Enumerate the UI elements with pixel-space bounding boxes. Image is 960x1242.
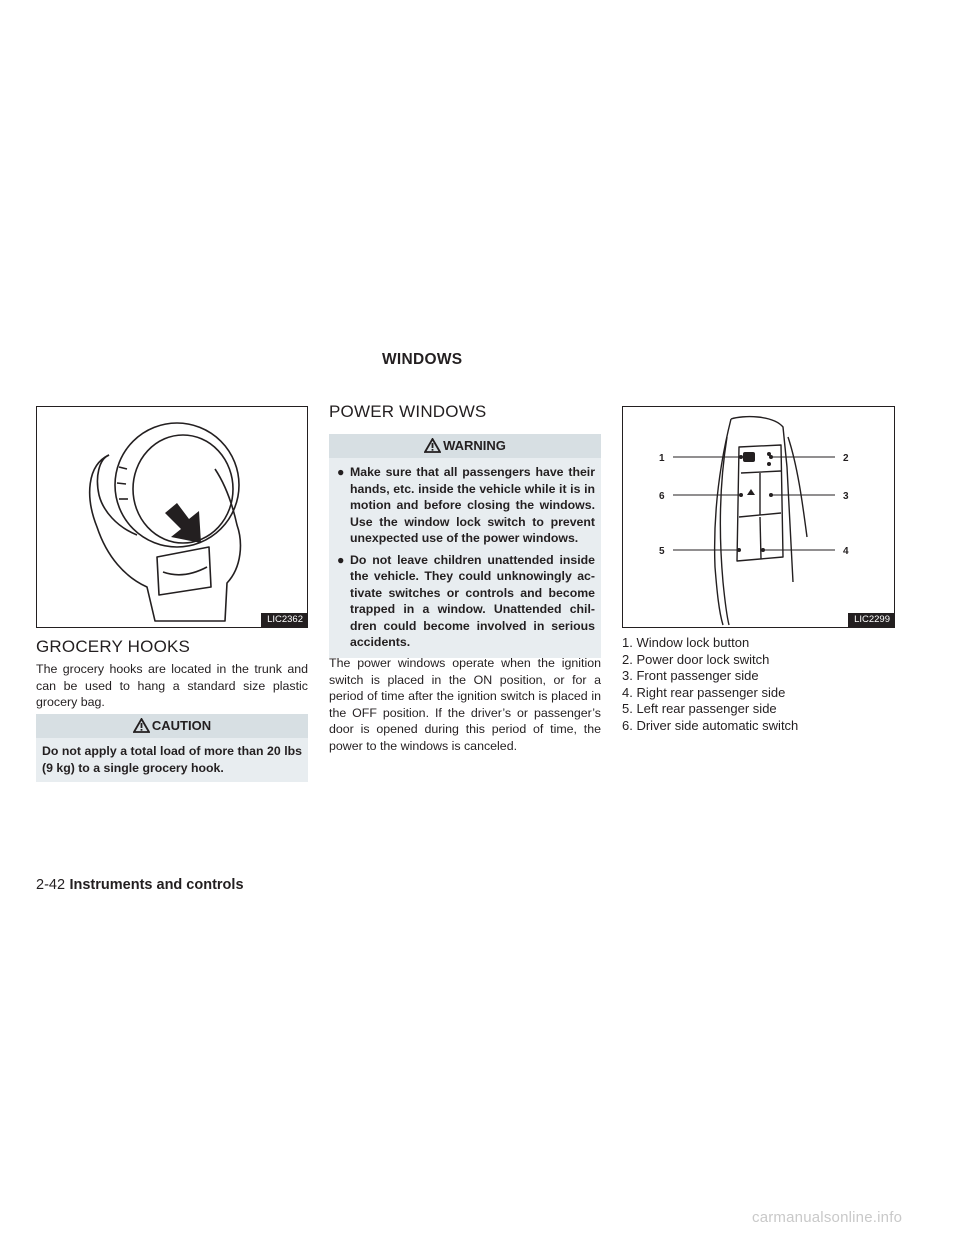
- watermark: carmanualsonline.info: [752, 1209, 903, 1226]
- grocery-hooks-title: GROCERY HOOKS: [36, 637, 191, 656]
- warning-item: ● Make sure that all passengers have their hands, etc. inside the vehicle while it is in motion and before closing the windows. Use the window lock switch to prevent unexpected use of the power windows.: [337, 465, 595, 545]
- page-footer: [36, 876, 244, 894]
- callout-3: 3: [843, 491, 849, 502]
- callout-2: 2: [843, 453, 849, 464]
- warning-header: [329, 434, 601, 458]
- caution-text: Do not apply a total load of more than 20 lbs (9 kg) to a single grocery hook.: [36, 738, 308, 782]
- legend-item: 2. Power door lock switch: [622, 651, 770, 667]
- warning-triangle-icon: [133, 717, 150, 741]
- window-switch-illustration: [623, 407, 894, 627]
- bullet-icon: ●: [337, 465, 345, 479]
- warning-box: [329, 434, 601, 658]
- grocery-hook-figure: [36, 406, 308, 628]
- callout-4: 4: [843, 546, 849, 557]
- callout-5: 5: [659, 546, 665, 557]
- legend-item: 6. Driver side automatic switch: [622, 717, 799, 733]
- window-switch-figure: [622, 406, 895, 628]
- callout-1: 1: [659, 453, 665, 464]
- warning-item: ● Do not leave children unattended inside the vehicle. They could unknowingly ac- tivate switches or controls and become trapped in a window. Unattended chil- dren could become involved in serious accidents.: [337, 552, 595, 649]
- chapter-title: Instruments and controls: [69, 877, 244, 893]
- section-header: WINDOWS: [382, 351, 463, 368]
- figure-code: LIC2362: [261, 613, 307, 627]
- figure-code: LIC2299: [848, 613, 894, 627]
- legend-item: 4. Right rear passenger side: [622, 684, 786, 700]
- grocery-hook-illustration: [37, 407, 307, 627]
- caution-box: [36, 714, 308, 782]
- grocery-hooks-body: The grocery hooks are located in the trunk and can be used to hang a standard size plastic grocery bag.: [36, 662, 308, 709]
- power-windows-title: POWER WINDOWS: [329, 402, 487, 421]
- legend-item: 5. Left rear passenger side: [622, 701, 777, 717]
- warning-list: [329, 458, 601, 658]
- page-number: 2-42: [36, 877, 66, 893]
- arrow-icon: [165, 503, 201, 543]
- callout-6: 6: [659, 491, 665, 502]
- switch-legend: [622, 635, 798, 735]
- warning-label: WARNING: [443, 438, 506, 453]
- warning-triangle-icon: [424, 437, 441, 461]
- caution-header: [36, 714, 308, 738]
- power-windows-body: The power windows operate when the ignition switch is placed in the ON position, or for a period of time after the ignition switch is placed in the OFF position. If the driver’s or passenger’s door is opened during this period of time, the power to the windows is canceled.: [329, 656, 601, 753]
- legend-item: 1. Window lock button: [622, 635, 750, 650]
- bullet-icon: ●: [337, 552, 345, 567]
- legend-item: 3. Front passenger side: [622, 668, 759, 684]
- caution-label: CAUTION: [151, 718, 212, 733]
